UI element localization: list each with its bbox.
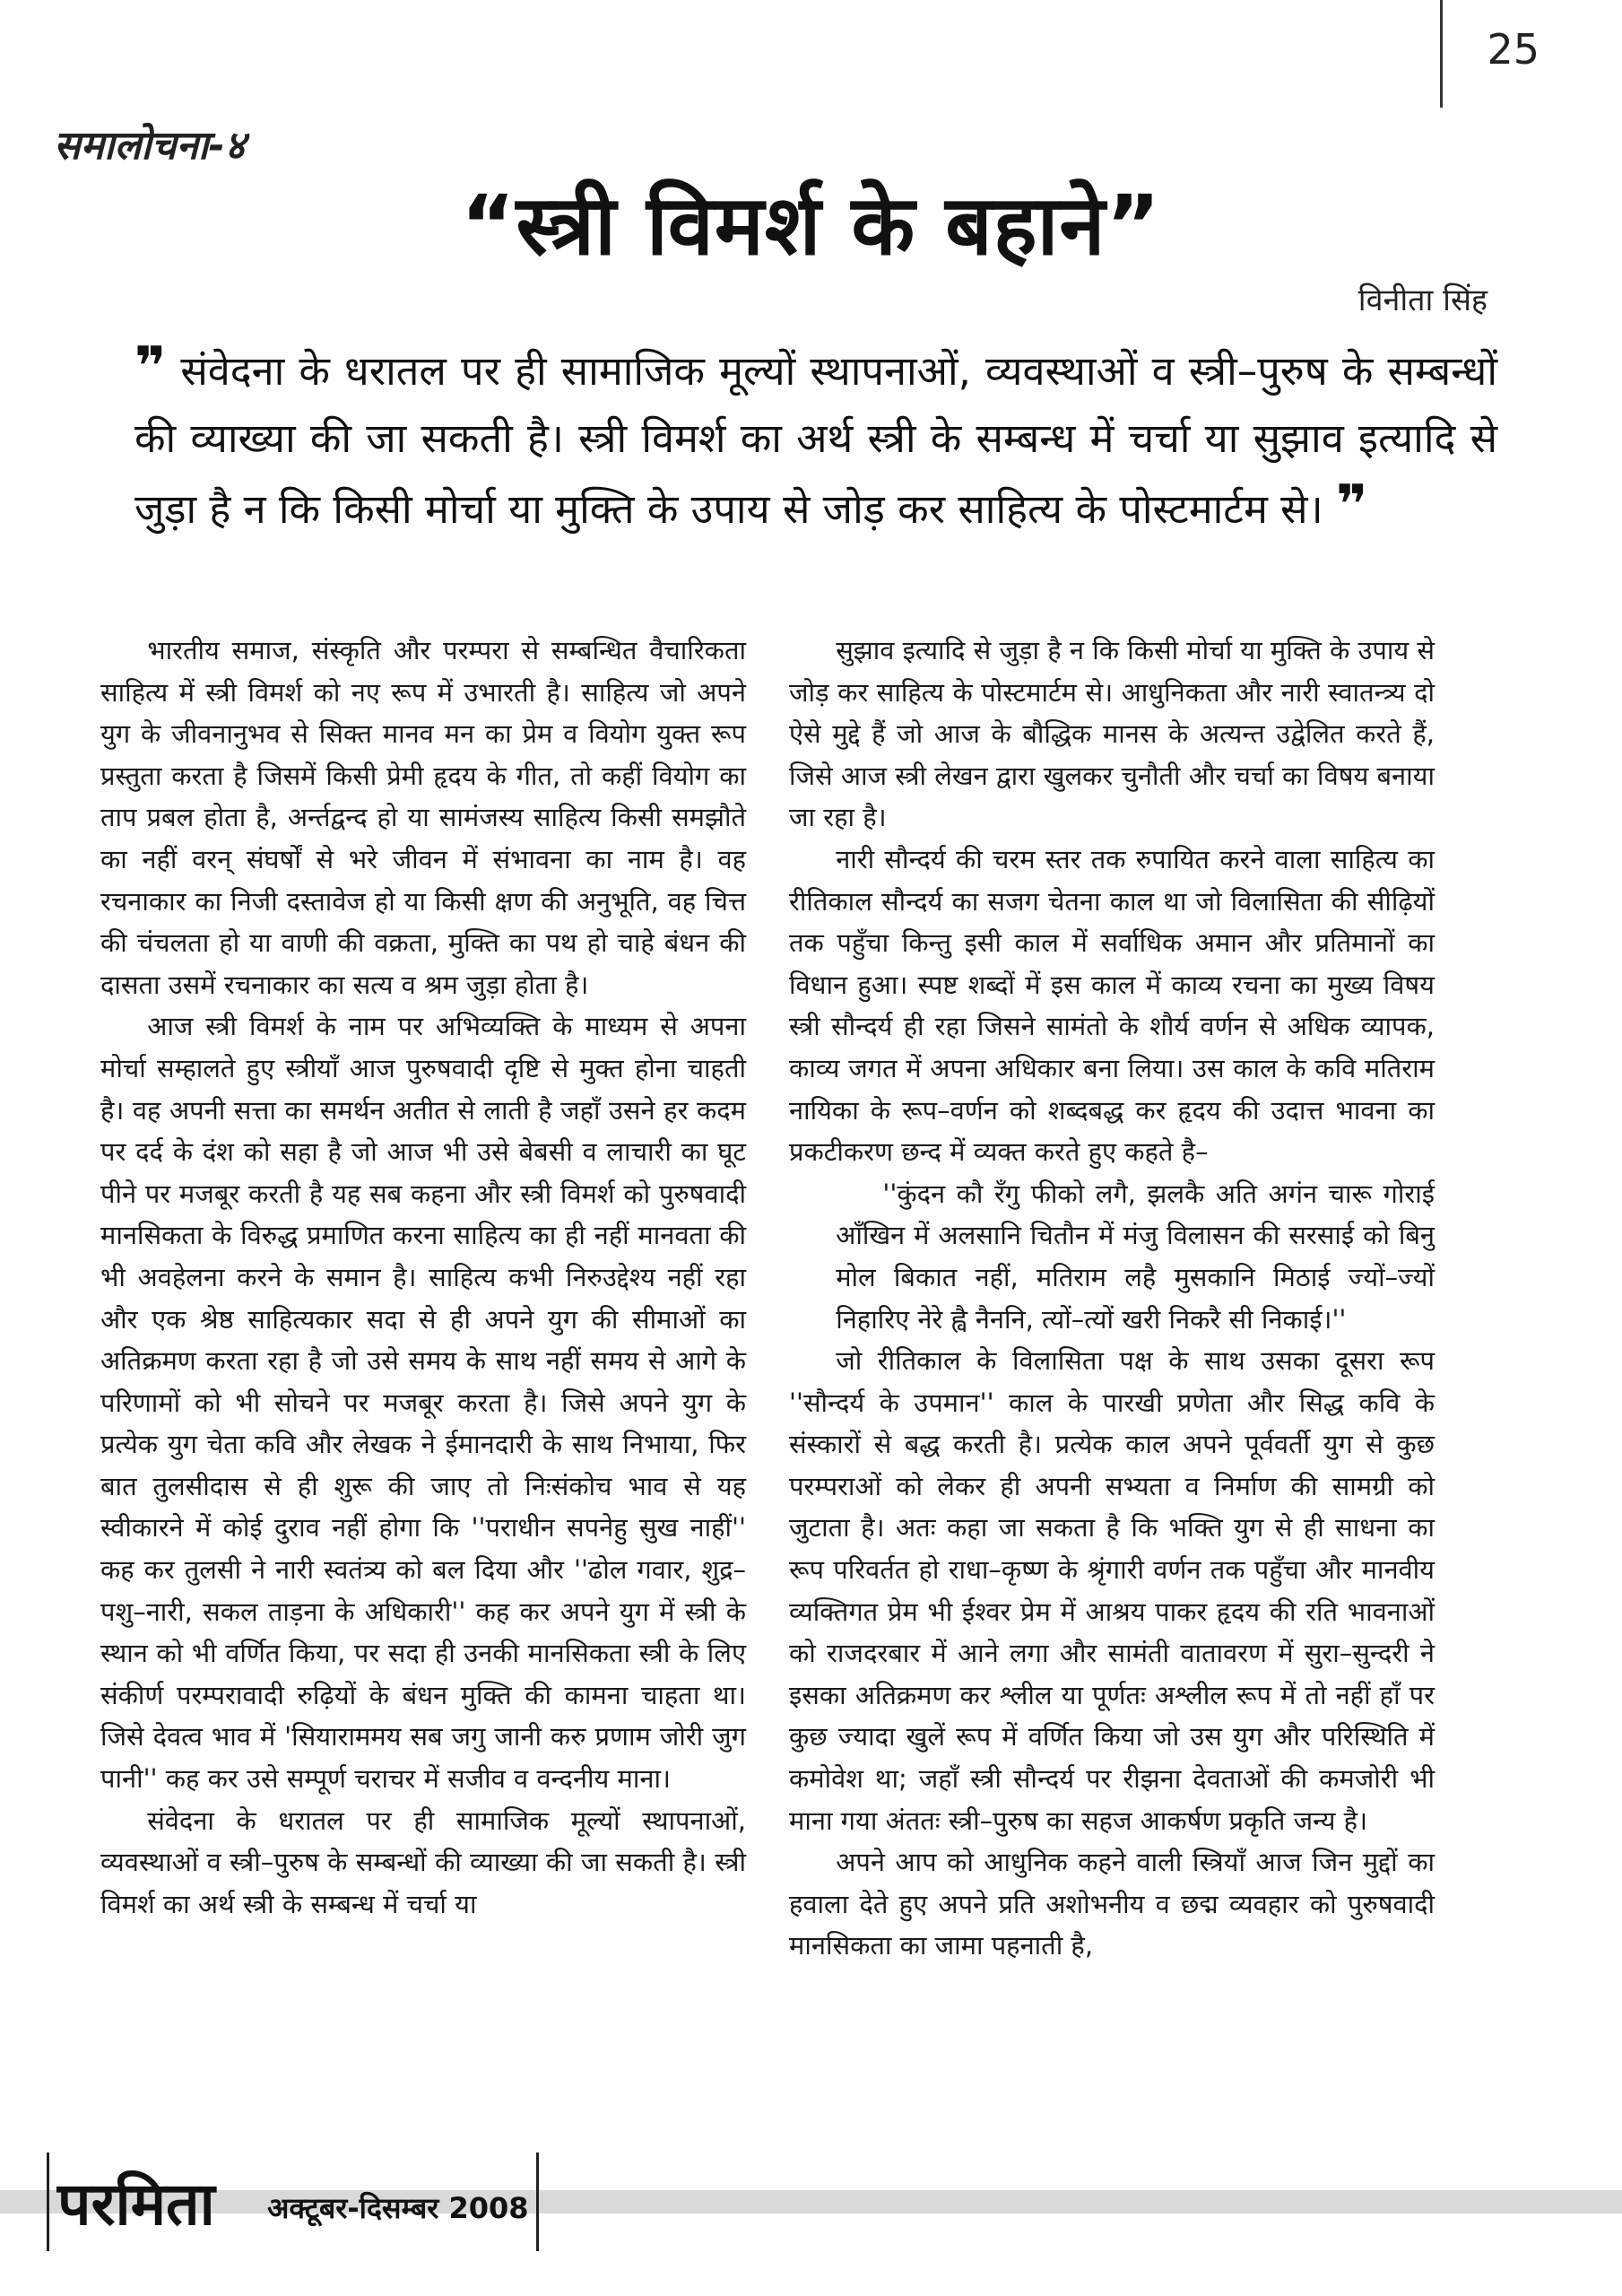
pull-quote-text: संवेदना के धरातल पर ही सामाजिक मूल्यों स्थापनाओं, व्यवस्थाओं व स्त्री–पुरुष के सम्बन्धों की व्याख्या की जा सकती है। स्त्री विमर्श का अर्थ स्त्री के सम्बन्ध में चर्चा या सुझाव इत्यादि से जुड़ा है न कि किसी मोर्चा या मुक्ति के उपाय से जोड़ कर साहित्य के पोस्टमार्टम से।	[134, 347, 1498, 533]
paragraph: नारी सौन्दर्य की चरम स्तर तक रुपायित करने वाला साहित्य का रीतिकाल सौन्दर्य का सजग चेतना काल था जो विलासिता की सीढ़ियों तक पहुँचा किन्तु इसी काल में सर्वाधिक अमान और प्रतिमानों का विधान हुआ। स्पष्ट शब्दों में इस काल में काव्य रचना का मुख्य विषय स्त्री सौन्दर्य ही रहा जिसने सामंतो के शौर्य वर्णन से अधिक व्यापक, काव्य जगत में अपना अधिकार बना लिया। उस काल के कवि मतिराम नायिका के रूप–वर्णन को शब्दबद्ध कर हृदय की उदात्त भावना का प्रकटीकरण छन्द में व्यक्त करते हुए कहते है–	[789, 843, 1435, 1168]
section-label: समालोचना-४	[54, 123, 246, 169]
paragraph: जो रीतिकाल के विलासिता पक्ष के साथ उसका दूसरा रूप ''सौन्दर्य के उपमान'' काल के पारखी प्रणेता और सिद्ध कवि के संस्कारों से बद्ध करती है। प्रत्येक काल अपने पूर्ववर्ती युग से कुछ परम्पराओं को लेकर ही अपनी सभ्यता व निर्माण की सामग्री को जुटाता है। अतः कहा जा सकता है कि भक्ति युग से ही साधना का रूप परिवर्तत हो राधा–कृष्ण के श्रृंगारी वर्णन तक पहुँचा और मानवीय व्यक्तिगत प्रेम भी ईश्वर प्रेम में आश्रय पाकर हृदय की रति भावनाओं को राजदरबार में आने लगा और सामंती वातावरण में सुरा–सुन्दरी ने इसका अतिक्रमण कर श्लील या पूर्णतः अश्लील रूप में तो नहीं हाँ पर कुछ ज्यादा खुलें रूप में वर्णित किया जो उस युग और परिस्थिति में कमोवेश था; जहाँ स्त्री सौन्दर्य पर रीझना देवताओं की कमजोरी भी माना गया अंततः स्त्री–पुरुष का सहज आकर्षण प्रकृति जन्य है।	[789, 1345, 1435, 1836]
article-title: “स्त्री विमर्श के बहाने”	[461, 178, 1161, 274]
right-column	[789, 630, 1435, 1967]
paragraph: आज स्त्री विमर्श के नाम पर अभिव्यक्ति के माध्यम से अपना मोर्चा सम्हालते हुए स्त्रीयाँ आज पुरुषवादी दृष्टि से मुक्त होना चाहती है। वह अपनी सत्ता का समर्थन अतीत से लाती है जहाँ उसने हर कदम पर दर्द के दंश को सहा है जो आज भी उसे बेबसी व लाचारी का घूट पीने पर मजबूर करती है यह सब कहना और स्त्री विमर्श को पुरुषवादी मानसिकता के विरुद्ध प्रमाणित करना साहित्य का ही नहीं मानवता की भी अवहेलना करने के समान है। साहित्य कभी निरुउद्देश्य नहीं रहा और एक श्रेष्ठ साहित्यकार सदा से ही अपने युग की सीमाओं का अतिक्रमण करता रहा है जो उसे समय के साथ नहीं समय से आगे के परिणामों को भी सोचने पर मजबूर करता है। जिसे अपने युग के प्रत्येक युग चेता कवि और लेखक ने ईमानदारी के साथ निभाया, फिर बात तुलसीदास से ही शुरू की जाए तो निःसंकोच भाव से यह स्वीकारने में कोई दुराव नहीं होगा कि ''पराधीन सपनेहु सुख नाहीं'' कह कर तुलसी ने नारी स्वतंत्र्य को बल दिया और ''ढोल गवार, शुद्र–पशु–नारी, सकल ताड़ना के अधिकारी'' कह कर अपने युग में स्त्री के स्थान को भी वर्णित किया, पर सदा ही उनकी मानसिकता स्त्री के लिए संकीर्ण परम्परावादी रुढ़ियों के बंधन मुक्ति की कामना चाहता था। जिसे देवत्व भाव में 'सियाराममय सब जगु जानी करु प्रणाम जोरी जुग पानी'' कह कर उसे सम्पूर्ण चराचर में सजीव व वन्दनीय माना।	[100, 1011, 746, 1795]
issue-date: अक्टूबर-दिसम्बर 2008	[267, 2191, 529, 2225]
page-number: 25	[1487, 25, 1540, 74]
verse-quote: ''कुंदन कौ रँगु फीको लगै, झलकै अति अगंन चारू गोराई आँखिन में अलसानि चितौन में मंजु विलासन की सरसाई को बिनु मोल बिकात नहीं, मतिराम लहै मुसकानि मिठाई ज्यों–ज्यों निहारिए नेरे ह्वै नैननि, त्यों–त्यों खरी निकरै सी निकाई।''	[836, 1178, 1435, 1335]
paragraph: अपने आप को आधुनिक कहने वाली स्त्रियाँ आज जिन मुद्दों का हवाला देते हुए अपने प्रति अशोभनीय व छद्म व्यवहार को पुरुषवादी मानसिकता का जामा पहनाती है,	[789, 1847, 1435, 1961]
author-name: विनीता सिंह	[1357, 283, 1488, 318]
page-number-rule	[1440, 0, 1443, 108]
paragraph: संवेदना के धरातल पर ही सामाजिक मूल्यों स्थापनाओं, व्यवस्थाओं व स्त्री–पुरुष के सम्बन्धों की व्याख्या की जा सकती है। स्त्री विमर्श का अर्थ स्त्री के सम्बन्ध में चर्चा या	[100, 1805, 746, 1919]
footer-divider	[536, 2152, 539, 2251]
paragraph: भारतीय समाज, संस्कृति और परम्परा से सम्बन्धित वैचारिकता साहित्य में स्त्री विमर्श को नए रूप में उभारती है। साहित्य जो अपने युग के जीवनानुभव से सिक्त मानव मन का प्रेम व वियोग युक्त रूप प्रस्तुता करता है जिसमें किसी प्रेमी हृदय के गीत, तो कहीं वियोग का ताप प्रबल होता है, अर्न्तद्वन्द हो या सामंजस्य साहित्य किसी समझौते का नहीं वरन् संघर्षों से भरे जीवन में संभावना का नाम है। वह रचनाकार का निजी दस्तावेज हो या किसी क्षण की अनुभूति, वह चित्त की चंचलता हो या वाणी की वक्रता, मुक्ति का पथ हो चाहे बंधन की दासता उसमें रचनाकार का सत्य व श्रम जुड़ा होता है।	[100, 635, 746, 1000]
open-quote-icon: ❞	[134, 335, 167, 398]
footer-band	[0, 2190, 1622, 2213]
magazine-logo: परमिता	[57, 2170, 215, 2239]
close-quote-icon: ❞	[1335, 474, 1368, 536]
footer-divider	[47, 2152, 49, 2251]
left-column	[100, 630, 746, 1925]
paragraph: सुझाव इत्यादि से जुड़ा है न कि किसी मोर्चा या मुक्ति के उपाय से जोड़ कर साहित्य के पोस्टमार्टम से। आधुनिकता और नारी स्वातन्त्र्य दो ऐसे मुद्दे हैं जो आज के बौद्धिक मानस के अत्यन्त उद्वेलित करते हैं, जिसे आज स्त्री लेखन द्वारा खुलकर चुनौती और चर्चा का विषय बनाया जा रहा है।	[789, 635, 1436, 833]
pull-quote	[134, 334, 1497, 543]
